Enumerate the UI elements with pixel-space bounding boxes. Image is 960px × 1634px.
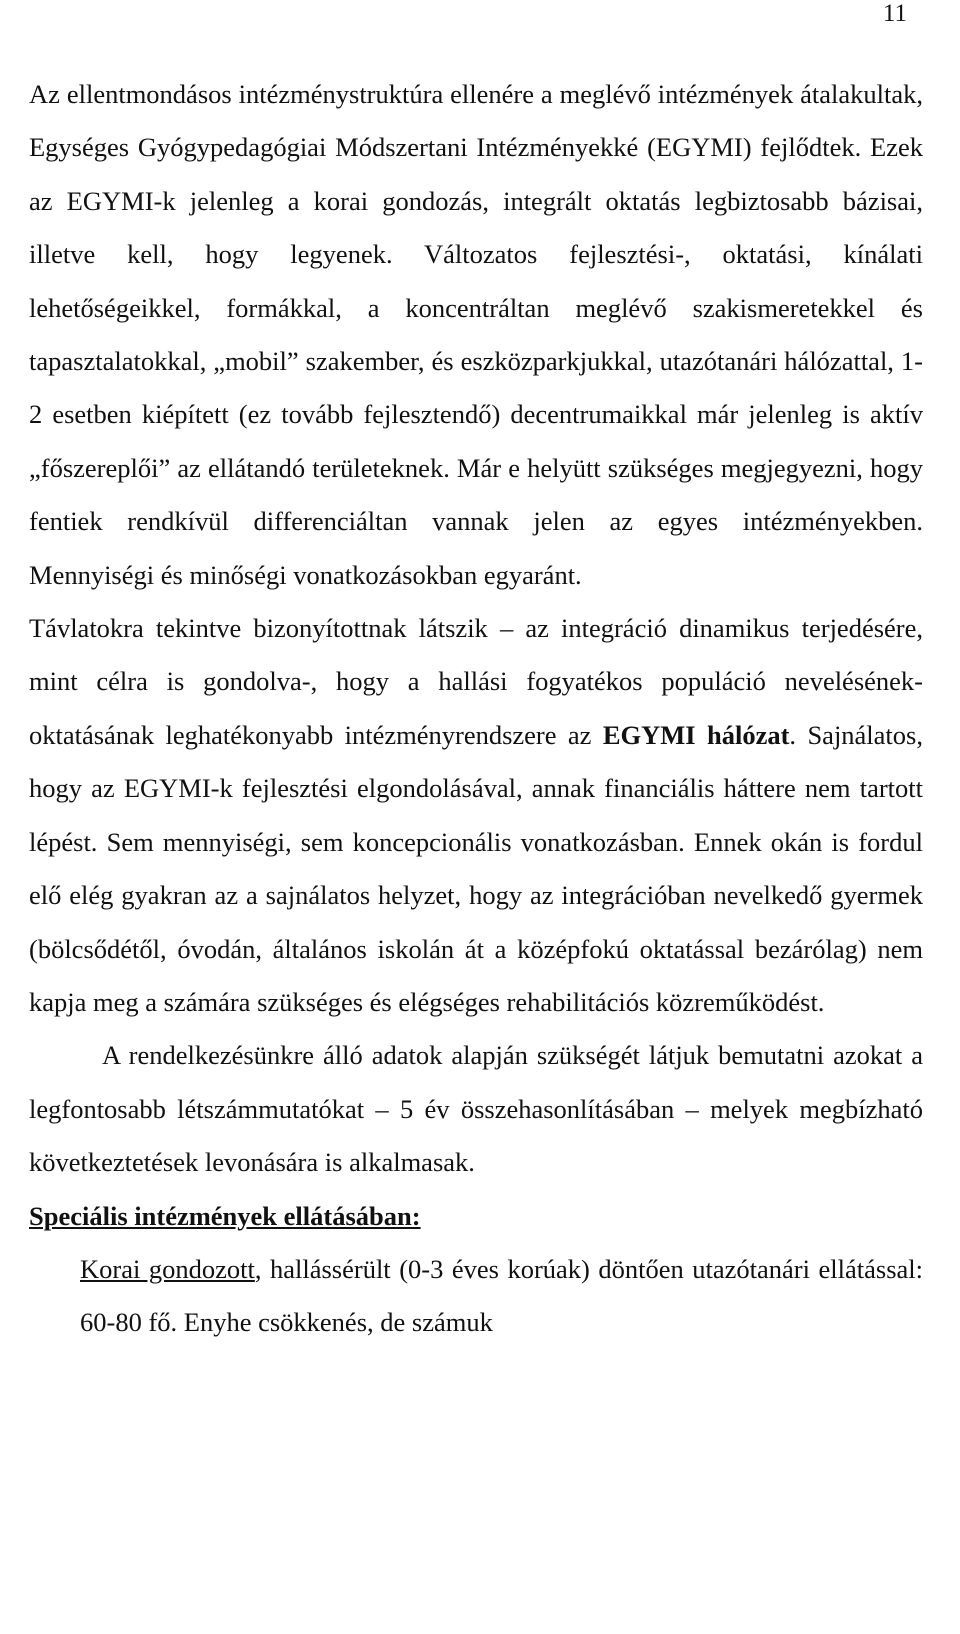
page-number: 11 (882, 0, 907, 27)
section-heading-special-institutions: Speciális intézmények ellátásában: (29, 1200, 421, 1231)
egymi-network-bold: EGYMI hálózat (602, 719, 790, 750)
paragraph-data-intro: A rendelkezésünkre álló adatok alapján szükségét látjuk bemutatni azokat a legfontosabb létszámmutatókat – 5 év összehasonlításában – melyek megbízható következtetések levonására is alkalmasak. (29, 1040, 923, 1178)
list-item-early-care (29, 1243, 923, 1350)
paragraph-egymi-intro: Az ellentmondásos intézménystruktúra ellenére a meglévő intézmények átalakultak, Egységes Gyógypedagógiai Módszertani Intézményekké (EGYMI) fejlődtek. Ezek az EGYMI-k jelenleg a korai gondozás, integrált oktatás legbiztosabb bázisai, illetve kell, hogy legyenek. Változatos fejlesztési-, oktatási, kínálati lehetőségeikkel, formákkal, a koncentráltan meglévő szakismeretekkel és tapasztalatokkal, „mobil” szakember, és eszközparkjukkal, utazótanári hálózattal, 1-2 esetben kiépített (ez tovább fejlesztendő) decentrumaikkal már jelenleg is aktív „főszereplői” az ellátandó területeknek. Már e helyütt szükséges megjegyezni, hogy fentiek rendkívül differenciáltan vannak jelen az egyes intézményekben. Mennyiségi és minőségi vonatkozásokban egyaránt. (29, 79, 923, 590)
paragraph-perspectives-text-1: Távlatokra tekintve bizonyítottnak látszik – az integráció dinamikus terjedésére, mint célra is gondolva-, hogy a hallási fogyatékos populáció nevelésének-oktatásának leghatékonyabb intézményrendszere az (29, 613, 923, 750)
paragraph-perspectives-text-2: . Sajnálatos, hogy az EGYMI-k fejlesztési elgondolásával, annak financiális háttere nem tartott lépést. Sem mennyiségi, sem koncepcionális vonatkozásban. Ennek okán is fordul elő elég gyakran az a sajnálatos helyzet, hogy az integrációban nevelkedő gyermek (bölcsődétől, óvodán, általános iskolán át a középfokú oktatással bezárólag) nem kapja meg a számára szükséges és elégséges rehabilitációs közreműködést. (29, 719, 923, 1017)
document-body (29, 68, 923, 1350)
early-care-label: Korai gondozott (80, 1253, 255, 1284)
early-care-text: , hallássérült (0-3 éves korúak) döntően utazótanári ellátással: 60-80 fő. Enyhe csökkenés, de számuk (80, 1253, 923, 1338)
paragraph-perspectives (29, 602, 923, 1029)
